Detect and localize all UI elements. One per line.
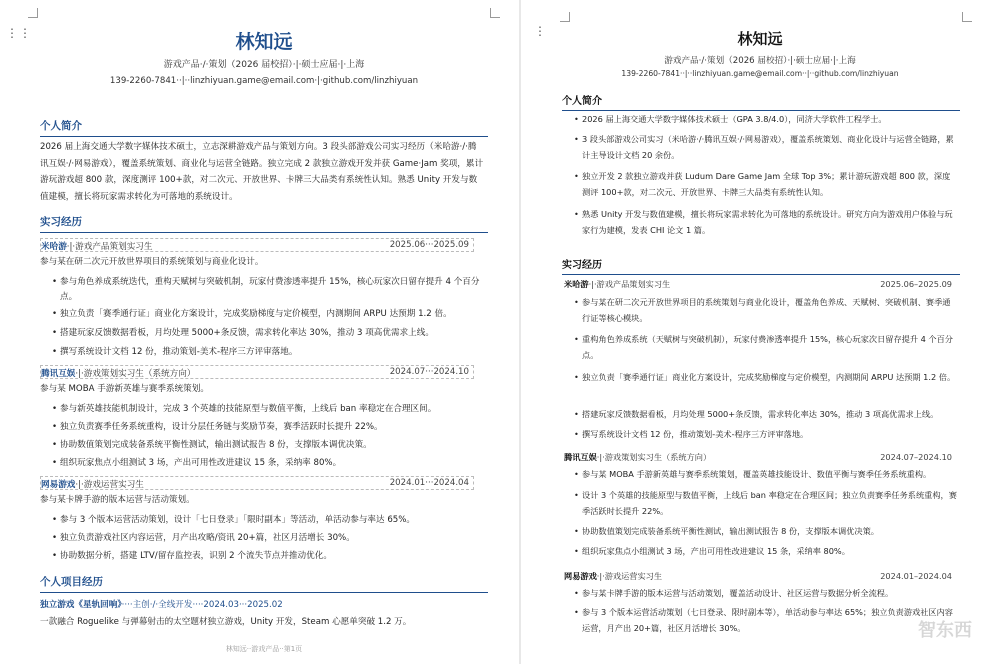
document-page-left [24, 0, 504, 664]
list-item: • 设计 3 个英雄的技能原型与数值平衡，上线后 ban 率稳定在合理区间；独立负责赛季任务系统重构，赛季活跃时长提升 22%。 [568, 487, 958, 519]
section-heading-summary: 个人简介 [40, 118, 488, 137]
document-page-right [540, 0, 980, 664]
job-company: 腾讯互娱·|·游戏策划实习生（系统方向） [41, 369, 196, 379]
job-company: 米哈游·|·游戏产品策划实习生 [41, 242, 153, 252]
page-divider [519, 0, 521, 664]
resume-name: 林知远 [235, 31, 293, 53]
job-intro: 参与某在研二次元开放世界项目的系统策划与商业化设计。 [40, 257, 264, 267]
list-item: • 组织玩家焦点小组测试 3 场，产出可用性改进建议 15 条，采纳率 80%。 [568, 544, 960, 559]
drag-handle-icon[interactable]: ⋮ [534, 24, 547, 38]
job-header [40, 238, 474, 252]
job-intro: 参与某卡牌手游的版本运营与活动策划。 [40, 495, 195, 505]
resume-contact: 139-2260-7841··|··linzhiyuan.game@email.com··|··github.com/linzhiyuan [621, 69, 899, 78]
drag-handle-icon[interactable]: ⋮⋮ [6, 26, 32, 40]
page-corner-mark [490, 8, 500, 18]
list-item: • 重构角色养成系统（天赋树与突破机制），玩家付费渗透率提升 15%，核心玩家次日留存提升 4 个百分点。 [568, 331, 958, 363]
list-item: • 协助数据分析，搭建 LTV/留存监控表，识别 2 个流失节点并推动优化。 [46, 549, 484, 564]
list-item: • 参与 3 个版本运营活动策划（七日登录、限时副本等），单活动参与率达 65%；独立负责游戏社区内容运营，月产出 20+篇，社区月活增长 30%。 [568, 604, 958, 636]
list-item: • 参与某 MOBA 手游新英雄与赛季系统策划，覆盖英雄技能设计、数值平衡与赛季任务系统重构。 [568, 467, 960, 482]
list-item: • 独立负责赛季任务系统重构，设计分层任务链与奖励节奏，赛季活跃时长提升 22%。 [46, 420, 484, 435]
project-text: 一款融合 Roguelike 与弹幕射击的太空题材独立游戏，Unity 开发，Steam 心愿单突破 1.2 万。 [40, 617, 412, 627]
project-meta: ····主创·/·全线开发····2024.03···2025.02 [121, 600, 283, 610]
job-header [564, 278, 956, 292]
section-heading-experience: 实习经历 [562, 256, 960, 275]
resume-contact: 139-2260-7841··|··linzhiyuan.game@email.com·|·github.com/linzhiyuan [109, 76, 419, 86]
job-date: 2024.07–2024.10 [880, 452, 952, 462]
project-header [40, 598, 484, 613]
list-item: • 2026 届上海交通大学数字媒体技术硕士（GPA 3.8/4.0），同济大学软件工程学士。 [568, 112, 960, 127]
list-item: • 参与角色养成系统迭代，重构天赋树与突破机制，玩家付费渗透率提升 15%，核心玩家次日留存提升 4 个百分点。 [46, 275, 482, 305]
summary-text: 2026 届上海交通大学数字媒体技术硕士，立志深耕游戏产品与策划方向。3 段头部游戏公司实习经历（米哈游·/·腾讯互娱·/·网易游戏），覆盖系统策划、商业化与运营全链路。独立完成 2 款独立游戏开发并获 Game·Jam 奖项，累计游玩游戏超 800 款，深度测评 100+款，对二次元、开放世界、卡牌三大品类有系统性认知。熟悉 Unity 开发与数值建模，擅长将玩家需求转化为可落地的系统设计。 [40, 142, 484, 202]
list-item: • 3 段头部游戏公司实习（米哈游·/·腾讯互娱·/·网易游戏），覆盖系统策划、商业化设计与运营全链路，累计主导设计文档 20 余份。 [568, 131, 958, 163]
job-header [40, 476, 474, 490]
section-heading-experience: 实习经历 [40, 214, 488, 233]
list-item: • 协助数值策划完成装备系统平衡性测试，输出测试报告 8 份，支撑版本调优决策。 [568, 524, 960, 539]
page-footer: 林知远··游戏产品··第1页 [225, 645, 303, 653]
list-item: • 独立负责游戏社区内容运营，月产出攻略/资讯 20+篇，社区月活增长 30%。 [46, 531, 484, 546]
job-company: 网易游戏·|·游戏运营实习生 [41, 480, 144, 490]
job-date: 2025.06···2025.09 [389, 240, 469, 250]
list-item: • 搭建玩家反馈数据看板，月均处理 5000+条反馈，需求转化率达 30%，推动 3 项高优需求上线。 [46, 326, 484, 341]
list-item: • 搭建玩家反馈数据看板，月均处理 5000+条反馈，需求转化率达 30%，推动 3 项高优需求上线。 [568, 407, 960, 422]
job-company: 网易游戏·|·游戏运营实习生 [564, 571, 663, 581]
list-item: • 组织玩家焦点小组测试 3 场，产出可用性改进建议 15 条，采纳率 80%。 [46, 456, 484, 471]
job-header [40, 365, 474, 379]
list-item: • 参与新英雄技能机制设计，完成 3 个英雄的技能原型与数值平衡，上线后 ban 率稳定在合理区间。 [46, 402, 484, 417]
resume-subtitle: 游戏产品·/·策划（2026 届校招）·|·硕士应届·|·上海 [664, 56, 856, 66]
list-item: • 参与某在研二次元开放世界项目的系统策划与商业化设计，覆盖角色养成、天赋树、突破机制、赛季通行证等核心模块。 [568, 294, 958, 326]
project-name: 独立游戏《星轨回响》 [40, 600, 122, 610]
job-date: 2024.01···2024.04 [389, 478, 469, 488]
list-item: • 参与某卡牌手游的版本运营与活动策划，覆盖活动设计、社区运营与数据分析全流程。 [568, 586, 960, 601]
page-corner-mark [560, 12, 570, 22]
list-item: • 协助数值策划完成装备系统平衡性测试，输出测试报告 8 份，支撑版本调优决策。 [46, 438, 484, 453]
job-header [564, 570, 956, 584]
resume-subtitle: 游戏产品·/·策划（2026 届校招）·|·硕士应届·|·上海 [163, 60, 365, 70]
list-item: • 参与 3 个版本运营活动策划，设计「七日登录」「限时副本」等活动，单活动参与率达 65%。 [46, 513, 484, 528]
page-corner-mark [28, 8, 38, 18]
list-item: • 熟悉 Unity 开发与数值建模，擅长将玩家需求转化为可落地的系统设计。研究方向为游戏用户体验与玩家行为建模，发表 CHI 论文 1 篇。 [568, 206, 958, 238]
list-item: • 撰写系统设计文档 12 份，推动策划-美术-程序三方评审落地。 [568, 427, 960, 442]
job-company: 米哈游·|·游戏产品策划实习生 [564, 279, 671, 289]
section-heading-projects: 个人项目经历 [40, 574, 488, 593]
list-item: • 独立负责「赛季通行证」商业化方案设计，完成奖励梯度与定价模型，内测期间 ARPU 达预期 1.2 倍。 [46, 307, 484, 322]
job-company: 腾讯互娱·|·游戏策划实习生（系统方向） [564, 452, 712, 462]
resume-name: 林知远 [737, 30, 783, 48]
page-corner-mark [962, 12, 972, 22]
list-item: • 独立负责「赛季通行证」商业化方案设计，完成奖励梯度与定价模型，内测期间 ARPU 达预期 1.2 倍。 [568, 369, 958, 385]
job-intro: 参与某 MOBA 手游新英雄与赛季系统策划。 [40, 384, 209, 394]
job-header [564, 451, 956, 465]
list-item: • 独立开发 2 款独立游戏并获 Ludum Dare Game Jam 全球 Top 3%；累计游玩游戏超 800 款，深度测评 100+款，对二次元、开放世界、卡牌三大品类有系统性认知。 [568, 168, 958, 200]
job-date: 2024.07···2024.10 [389, 367, 469, 377]
job-date: 2025.06–2025.09 [880, 279, 952, 289]
job-date: 2024.01–2024.04 [880, 571, 952, 581]
watermark-logo: 智东西 [918, 620, 972, 641]
section-heading-summary: 个人简介 [562, 92, 960, 111]
list-item: • 撰写系统设计文档 12 份，推动策划-美术-程序三方评审落地。 [46, 345, 484, 360]
